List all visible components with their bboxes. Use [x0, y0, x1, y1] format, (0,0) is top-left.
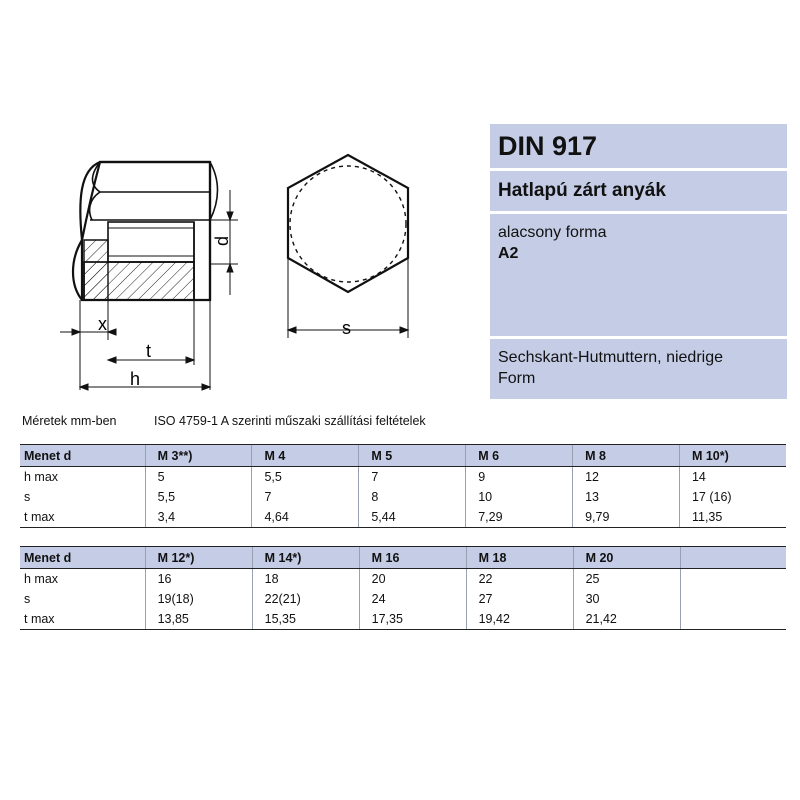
header-cell: M 5: [359, 445, 466, 467]
table-cell: [680, 609, 786, 630]
header-cell: M 10*): [679, 445, 786, 467]
table-cell: [680, 569, 786, 590]
table-cell: 16: [145, 569, 252, 590]
table-cell: 27: [466, 589, 573, 609]
table-cell: 7: [252, 487, 359, 507]
table-cell: 13: [573, 487, 680, 507]
dimensions-table-2: [20, 546, 786, 630]
table-row: [20, 609, 786, 630]
table-row: [20, 507, 786, 528]
table-cell: 7: [359, 467, 466, 488]
table-cell: 9,79: [573, 507, 680, 528]
table-cell: 5,5: [145, 487, 252, 507]
table-cell: 19,42: [466, 609, 573, 630]
row-label: t max: [20, 609, 145, 630]
table-cell: 10: [466, 487, 573, 507]
table-row: [20, 589, 786, 609]
table-cell: 22: [466, 569, 573, 590]
header-cell: M 4: [252, 445, 359, 467]
german-line-1: Sechskant-Hutmuttern, niedrige: [498, 349, 723, 366]
dim-label-x: x: [98, 314, 107, 334]
row-label: h max: [24, 470, 59, 484]
table-cell: 24: [359, 589, 466, 609]
spec-note: ISO 4759-1 A szerinti műszaki szállítási feltételek: [154, 414, 426, 428]
row-label: s: [24, 592, 31, 606]
side-view: [73, 162, 218, 300]
table-cell: 5: [145, 467, 252, 488]
table-cell: 19(18): [145, 589, 252, 609]
table-cell: [680, 589, 786, 609]
table-cell: 21,42: [573, 609, 680, 630]
table-cell: 5,44: [359, 507, 466, 528]
table-cell: 30: [573, 589, 680, 609]
units-note: Méretek mm-ben: [22, 414, 117, 428]
row-label: h max: [24, 572, 59, 586]
table-cell: 14: [679, 467, 786, 488]
header-cell: M 12*): [145, 547, 252, 569]
material-grade: A2: [498, 245, 519, 262]
table-cell: 25: [573, 569, 680, 590]
header-cell: Menet d: [20, 445, 145, 467]
product-name: Hatlapú zárt anyák: [490, 171, 787, 211]
table-cell: 17 (16): [679, 487, 786, 507]
table-cell: 15,35: [252, 609, 359, 630]
header-cell: M 20: [573, 547, 680, 569]
table-row: [20, 569, 786, 590]
header-cell: Menet d: [20, 547, 145, 569]
table-row: [20, 467, 786, 488]
dimensions-table-1: [20, 444, 786, 528]
dim-label-t: t: [146, 341, 152, 361]
table-cell: 20: [359, 569, 466, 590]
product-form-box: [490, 214, 787, 336]
header-cell: M 18: [466, 547, 573, 569]
german-line-2: Form: [498, 370, 536, 387]
table-row: [20, 487, 786, 507]
table-cell: 9: [466, 467, 573, 488]
dim-label-h: h: [130, 369, 141, 389]
table-cell: 18: [252, 569, 359, 590]
table-cell: 3,4: [145, 507, 252, 528]
table-cell: 17,35: [359, 609, 466, 630]
standard-title: DIN 917: [490, 124, 787, 168]
german-description: [490, 339, 787, 399]
table-cell: 5,5: [252, 467, 359, 488]
table-cell: 8: [359, 487, 466, 507]
table-cell: 7,29: [466, 507, 573, 528]
table-header-row: [20, 445, 786, 467]
table-cell: 22(21): [252, 589, 359, 609]
row-label: s: [24, 490, 31, 504]
header-cell: M 3**): [145, 445, 252, 467]
header-cell: M 14*): [252, 547, 359, 569]
header-cell: M 16: [359, 547, 466, 569]
dim-label-s: s: [342, 318, 351, 338]
table-header-row: [20, 547, 786, 569]
dim-label-d: d: [212, 235, 232, 246]
table-cell: 4,64: [252, 507, 359, 528]
header-cell: [680, 547, 786, 569]
header-cell: M 8: [573, 445, 680, 467]
top-view-hexagon: [288, 155, 408, 292]
form-label: alacsony forma: [498, 224, 607, 241]
table-cell: 12: [573, 467, 680, 488]
header-cell: M 6: [466, 445, 573, 467]
table-cell: 11,35: [679, 507, 786, 528]
cap-nut-technical-drawing: [60, 140, 440, 400]
table-cell: 13,85: [145, 609, 252, 630]
row-label: t max: [20, 507, 145, 528]
